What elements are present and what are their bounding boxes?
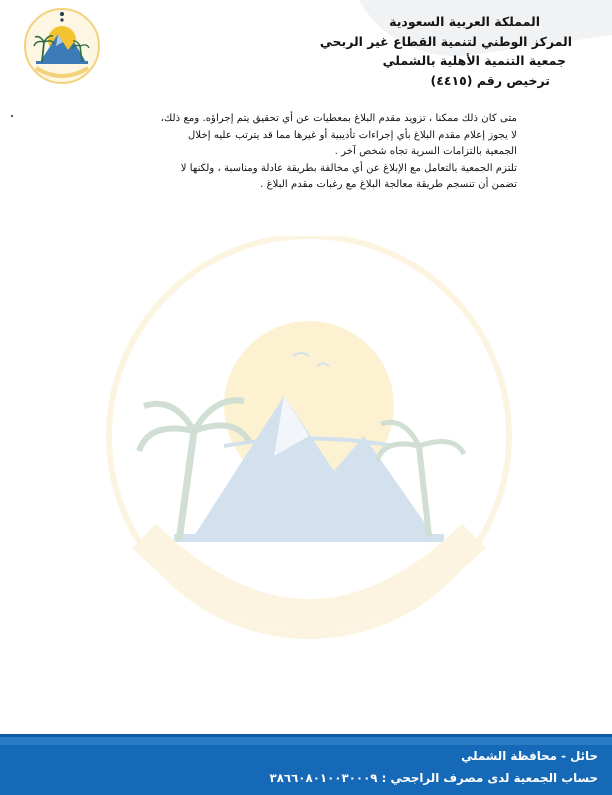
header-country: المملكة العربية السعودية	[389, 14, 540, 29]
margin-dot	[11, 115, 13, 117]
footer-bar	[0, 734, 612, 795]
body-line: تضمن أن تنسجم طريقة معالجة البلاغ مع رغبات مقدم البلاغ .	[260, 179, 517, 190]
body-line: متى كان ذلك ممكنا ، تزويد مقدم البلاغ بمعطيات عن أي تحقيق يتم إجراؤه. ومع ذلك،	[160, 113, 517, 124]
logo-watermark	[84, 236, 534, 686]
header-license: ترخيص رقم (٤٤١٥)	[430, 72, 550, 88]
footer-location: حائل - محافظة الشملي	[461, 749, 598, 763]
footer-bank-account: حساب الجمعية لدى مصرف الراجحي : ٣٨٦٦٠٨٠١٠٠٣٠٠٠٩	[269, 771, 598, 785]
organization-logo	[22, 6, 102, 86]
body-text	[95, 111, 517, 194]
header-organization: جمعية التنمية الأهلية بالشملي	[382, 53, 566, 68]
body-line: لا يجوز إعلام مقدم البلاغ بأي إجراءات تأديبية أو غيرها مما قد يترتب عليه إخلال	[188, 129, 517, 141]
footer-info	[270, 745, 599, 789]
body-line: الجمعية بالتزامات السرية تجاه شخص آخر .	[334, 146, 517, 157]
body-line: تلتزم الجمعية بالتعامل مع الإبلاغ عن أي مخالفة بطريقة عادلة ومناسبة ، ولكنها لا	[180, 162, 517, 174]
letterhead	[192, 12, 572, 90]
footer-highlight	[0, 737, 612, 745]
header-center: المركز الوطني لتنمية القطاع غير الربحي	[319, 33, 572, 49]
